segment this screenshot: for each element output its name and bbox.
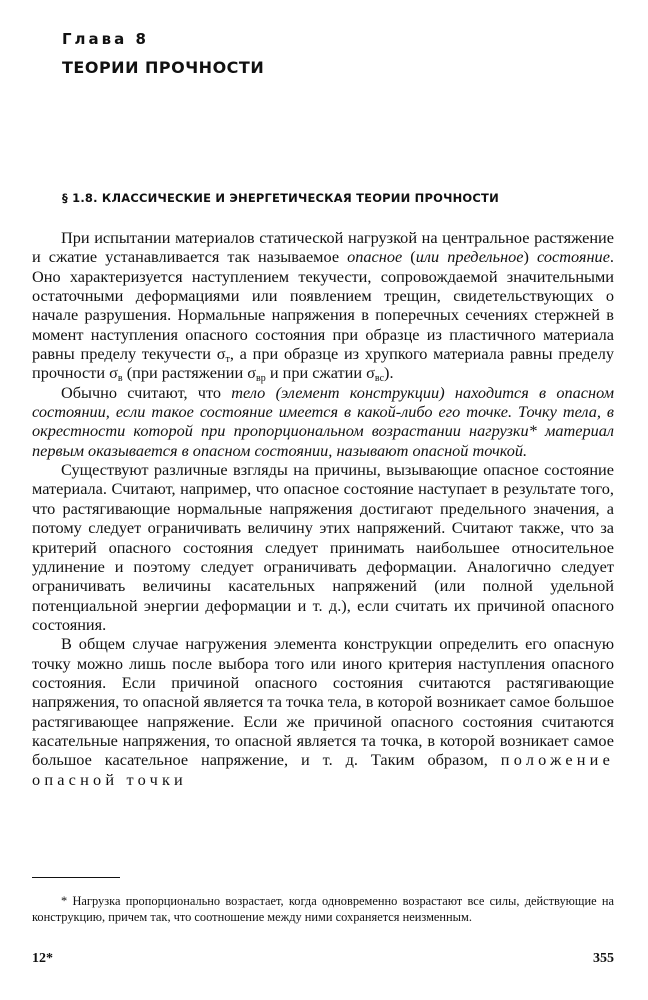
paragraph-4: В общем случае нагружения элемента конструкции определить его опасную точку можно лишь после выбора того или иного критерия наступления опасного состояния. Если причиной опасного состояния считаются растягивающие напряжения, то опасной является та точка тела, в которой возникает самое большое растягивающее напряжение. Если же причиной опасного состояния считаются касательные напряжения, то опасной является та точка, в которой возникает самое большое касательное напряжение, и т. д. Таким образом, положение опасной точки — [32, 634, 614, 789]
footnote-rule — [32, 877, 120, 878]
section-title: § 1.8. КЛАССИЧЕСКИЕ И ЭНЕРГЕТИЧЕСКАЯ ТЕОРИИ ПРОЧНОСТИ — [62, 191, 499, 205]
signature-mark: 12* — [32, 951, 53, 966]
paragraph-3: Существуют различные взгляды на причины, вызывающие опасное состояние материала. Считают, например, что опасное состояние наступает в результате того, что растягивающие нормальные напряжения достигают предельного значения, а потому следует ограничивать величину этих напряжений. Считают также, что за критерий опасного состояния следует принимать наибольшее относительное удлинение и поэтому следует ограничивать деформации. Аналогично следует ограничивать величины касательных напряжений (или полной удельной потенциальной энергии деформации и т. д.), если считать их причиной опасного состояния. — [32, 460, 614, 634]
footnote-text: * Нагрузка пропорционально возрастает, когда одновременно возрастают все силы, действующие на конструкцию, причем так, что соотношение между ними сохраняется неизменным. — [32, 894, 614, 924]
chapter-title: ТЕОРИИ ПРОЧНОСТИ — [62, 58, 265, 77]
paragraph-2: Обычно считают, что тело (элемент конструкции) находится в опасном состоянии, если такое состояние имеется в какой-либо его точке. Точку тела, в окрестности которой при пропорциональном возрастании нагрузки* материал первым оказывается в опасном состоянии, называют опасной точкой. — [32, 382, 615, 460]
paragraph-1: При испытании материалов статической нагрузкой на центральное растяжение и сжатие устанавливается так называемое опасное (или предельное) состояние. Оно характеризуется наступлением текучести, сопровождаемой значительными остаточными деформациями или появлением трещин, свидетельствующих о начале разрушения. Нормальные напряжения в поперечных сечениях стержней в момент наступления опасного состояния при образце из пластичного материала равны пределу текучести $\sigma_т$, а при образце из хрупкого материала равны пределу прочности $\sigma_в$ (при растяжении $\sigma_{вр}$ и при сжатии $\sigma_{вс}$). — [32, 228, 614, 385]
body-text — [32, 228, 614, 789]
chapter-label: Глава 8 — [62, 30, 149, 48]
page-number: 355 — [593, 951, 614, 966]
footnote — [32, 893, 614, 925]
